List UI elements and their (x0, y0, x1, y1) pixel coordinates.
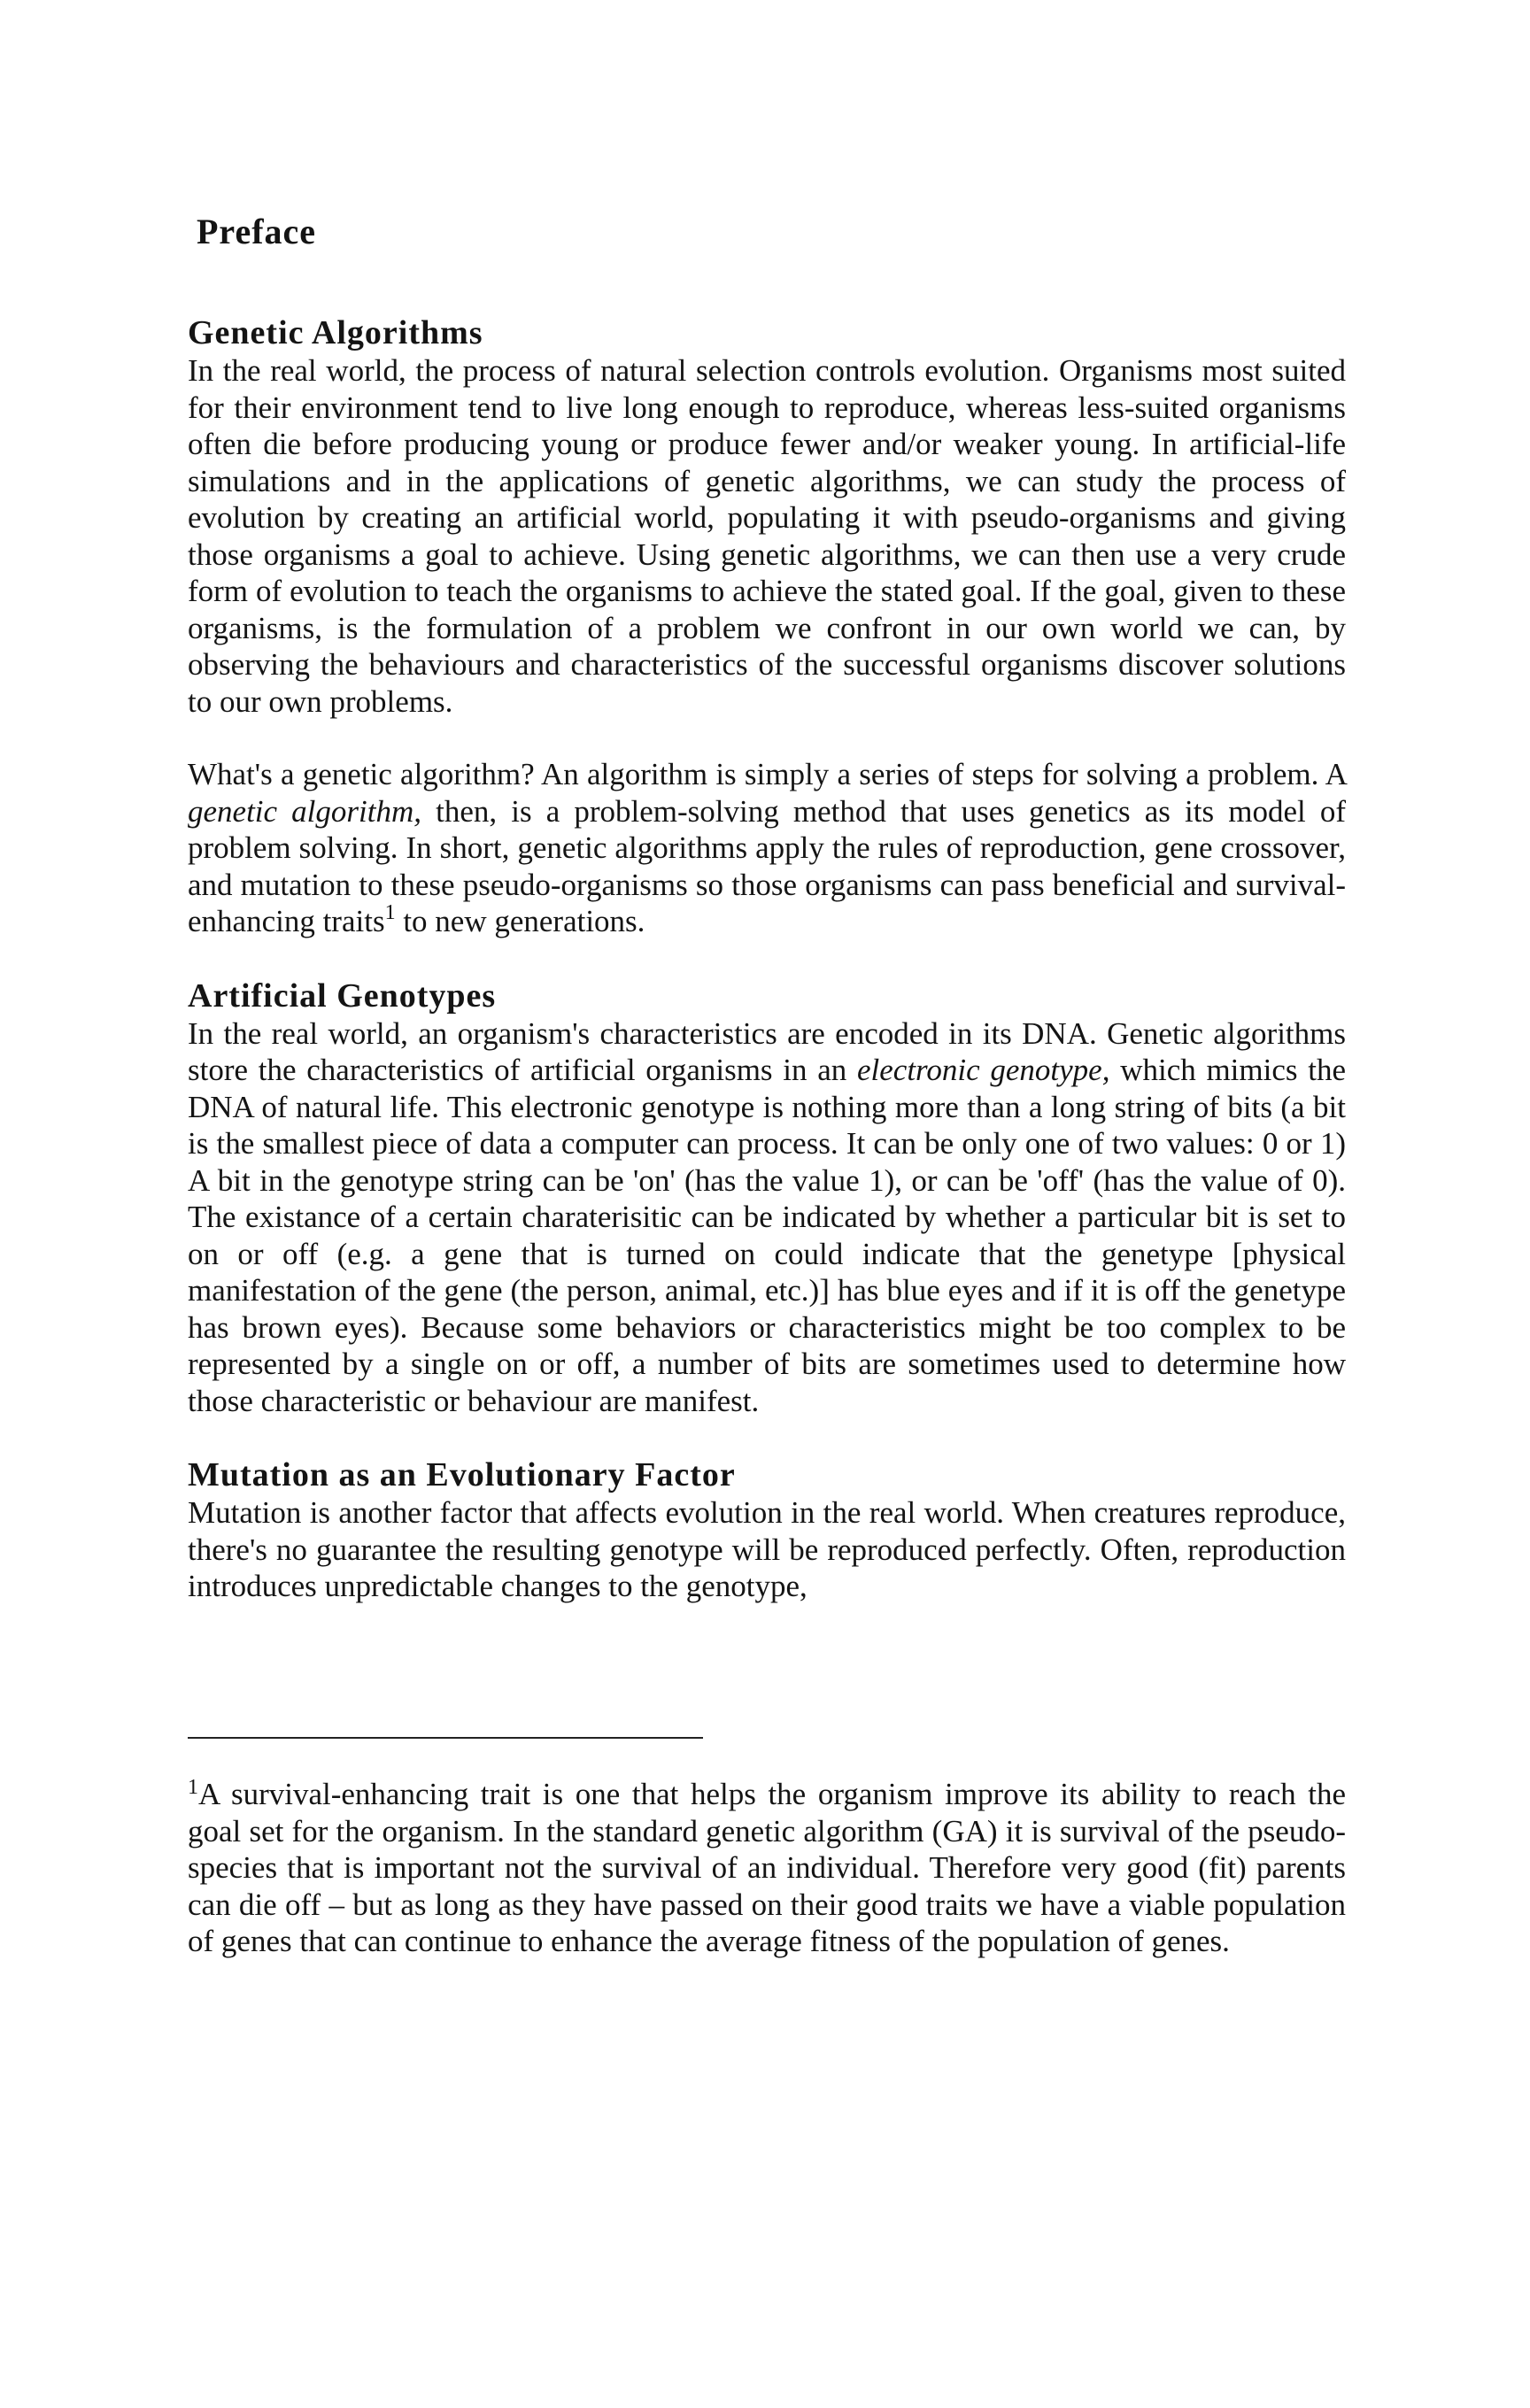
paragraph-text: which mimics the DNA of natural life. This electronic genotype is nothing more than a long string of bits (a bit is the smallest piece of data a computer can process. It can be only one of two values: 0 or 1) A bit in the genotype string can be 'on' (has the value 1), or can be 'off' (has the value of 0). The existance of a certain charaterisitic can be indicated by whether a particular bit is set to on or off (e.g. a gene that is turned on could indicate that the genetype [physical manifestation of the gene (the person, animal, etc.)] has blue eyes and if it is off the genetype has brown eyes). Because some behaviors or characteristics might be too complex to be represented by a single on or off, a number of bits are sometimes used to determine how those characteristic or behaviour are manifest. (188, 1053, 1346, 1418)
paragraph-text: to new generations. (403, 904, 645, 938)
footnote-mark: 1 (188, 1776, 198, 1799)
spacer (188, 720, 1346, 756)
spacer (188, 253, 1346, 313)
section-heading-mutation: Mutation as an Evolutionary Factor (188, 1456, 736, 1493)
spacer (188, 940, 1346, 976)
paragraph-text: then, is a problem-solving method that uses genetics as its model of problem solving. In short, genetic algorithms apply the rules of reproduction, gene crossover, and mutation to these pseudo-organisms so those organisms can pass beneficial and survival-enhancing traits (188, 793, 1347, 938)
paragraph-mutation: Mutation is another factor that affects evolution in the real world. When creatures reproduce, there's no guarantee the resulting genotype will be reproduced perfectly. Often, reproduction introduces unpredictable changes to the genotype, (188, 1495, 1346, 1603)
footnote-divider (188, 1737, 703, 1739)
section-heading-artificial-genotypes: Artificial Genotypes (188, 976, 497, 1015)
page-title: Preface (197, 212, 317, 251)
paragraph-artificial-genotypes (188, 1015, 1346, 1420)
italic-term-genetic-algorithm: genetic algorithm, (188, 793, 421, 829)
document-page (188, 211, 1347, 1958)
paragraph-text: What's a genetic algorithm? An algorithm is simply a series of steps for solving a problem. A (188, 757, 1346, 791)
section-heading-genetic-algorithms: Genetic Algorithms (188, 314, 483, 351)
footnote-text: A survival-enhancing trait is one that helps the organism improve its ability to reach the goal set for the organism. In the standard genetic algorithm (GA) it is survival of the pseudo-species that is important not the survival of an individual. Therefore very good (fit) parents can die off – but as long as they have passed on their good traits we have a viable population of genes that can continue to enhance the average fitness of the population of genes. (188, 1777, 1346, 1958)
footnote (188, 1776, 1346, 1960)
italic-term-electronic-genotype: electronic genotype, (857, 1053, 1110, 1087)
paragraph-text: In the real world, an organism's characteristics are encoded in its DNA. Genetic algorithms store the characteristics of artificial organisms in an (188, 1015, 1346, 1087)
paragraph-whats-a-genetic-algorithm (188, 756, 1346, 940)
footnote-reference: 1 (384, 901, 396, 924)
spacer (188, 1419, 1346, 1455)
paragraph-natural-selection: In the real world, the process of natural selection controls evolution. Organisms most suited for their environment tend to live long enough to reproduce, whereas less-suited organisms often die before producing young or produce fewer and/or weaker young. In artificial-life simulations and in the applications of genetic algorithms, we can study the process of evolution by creating an artificial world, populating it with pseudo-organisms and giving those organisms a goal to achieve. Using genetic algorithms, we can then use a very crude form of evolution to teach the organisms to achieve the stated goal. If the goal, given to these organisms, is the formulation of a problem we confront in our own world we can, by observing the behaviours and characteristics of the successful organisms discover solutions to our own problems. (188, 353, 1346, 719)
